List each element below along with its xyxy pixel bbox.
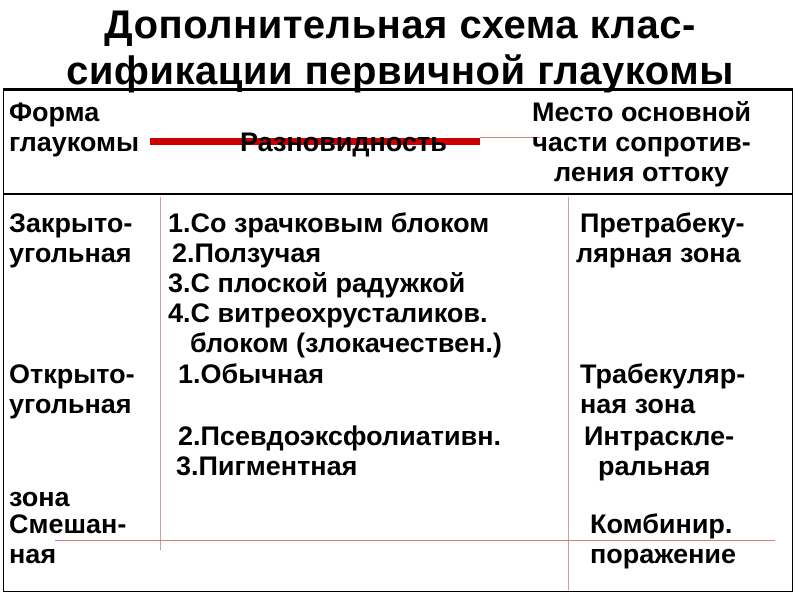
variety-creeping: 2.Ползучая — [172, 238, 322, 268]
variety-vitreolenticular: 4.С витреохрусталиков. — [168, 298, 488, 328]
form-closed-line-1: Закрыто- — [9, 208, 133, 238]
header-accent-line — [480, 137, 540, 138]
header-zone-line-2: части сопротив- — [532, 127, 751, 157]
zone-trabecular — [580, 359, 745, 419]
form-open-angle — [9, 359, 135, 419]
header-zone-line-3: ления оттоку — [554, 157, 729, 187]
form-open-line-2: угольная — [9, 389, 132, 419]
title-line-2: сификации первичной глаукомы — [66, 49, 734, 93]
header-form-line-2: глаукомы — [9, 127, 140, 157]
zone-combined-line-1: Комбинир. — [590, 509, 733, 539]
column-divider-1 — [160, 197, 161, 550]
column-divider-2 — [568, 197, 569, 590]
zone-intrascleral — [584, 421, 734, 481]
variety-ordinary: 1.Обычная — [178, 359, 325, 389]
variety-malignant: блоком (злокачествен.) — [190, 328, 502, 358]
header-form-line-1: Форма — [9, 97, 100, 127]
header-divider — [3, 193, 793, 195]
variety-plateau-iris: 3.С плоской радужкой — [168, 268, 466, 298]
header-zone — [532, 97, 751, 187]
variety-pupillary-block: 1.Со зрачковым блоком — [168, 208, 490, 238]
form-mixed-line-1: Смешан- — [9, 509, 127, 539]
page-title — [0, 2, 800, 94]
variety-pseudoexfoliative: 2.Псевдоэксфолиативн. — [178, 421, 501, 451]
zone-intrascleral-line-1: Интраскле- — [584, 421, 735, 451]
zone-pretrabecular — [576, 208, 745, 268]
header-zone-line-1: Место основной — [532, 97, 751, 127]
zone-combined — [590, 509, 736, 569]
header-form — [9, 97, 139, 157]
zone-trabecular-line-1: Трабекуляр- — [580, 359, 746, 389]
form-closed-line-2: угольная — [9, 238, 132, 268]
form-mixed — [9, 509, 126, 569]
header-variety: Разновидность — [240, 127, 447, 157]
zone-pretrabecular-line-2: лярная зона — [576, 238, 741, 268]
zone-combined-line-2: поражение — [590, 539, 737, 569]
title-line-1: Дополнительная схема клас- — [104, 3, 696, 47]
form-open-line-1: Открыто- — [9, 359, 135, 389]
form-closed-angle — [9, 208, 132, 268]
zone-trabecular-line-2: ная зона — [580, 389, 696, 419]
form-mixed-line-2: ная — [9, 539, 57, 569]
zone-intrascleral-line-2: ральная — [598, 451, 711, 481]
variety-pigmentary: 3.Пигментная — [176, 451, 358, 481]
form-zone-word: зона — [9, 482, 70, 512]
zone-pretrabecular-line-1: Претрабеку- — [580, 208, 745, 238]
